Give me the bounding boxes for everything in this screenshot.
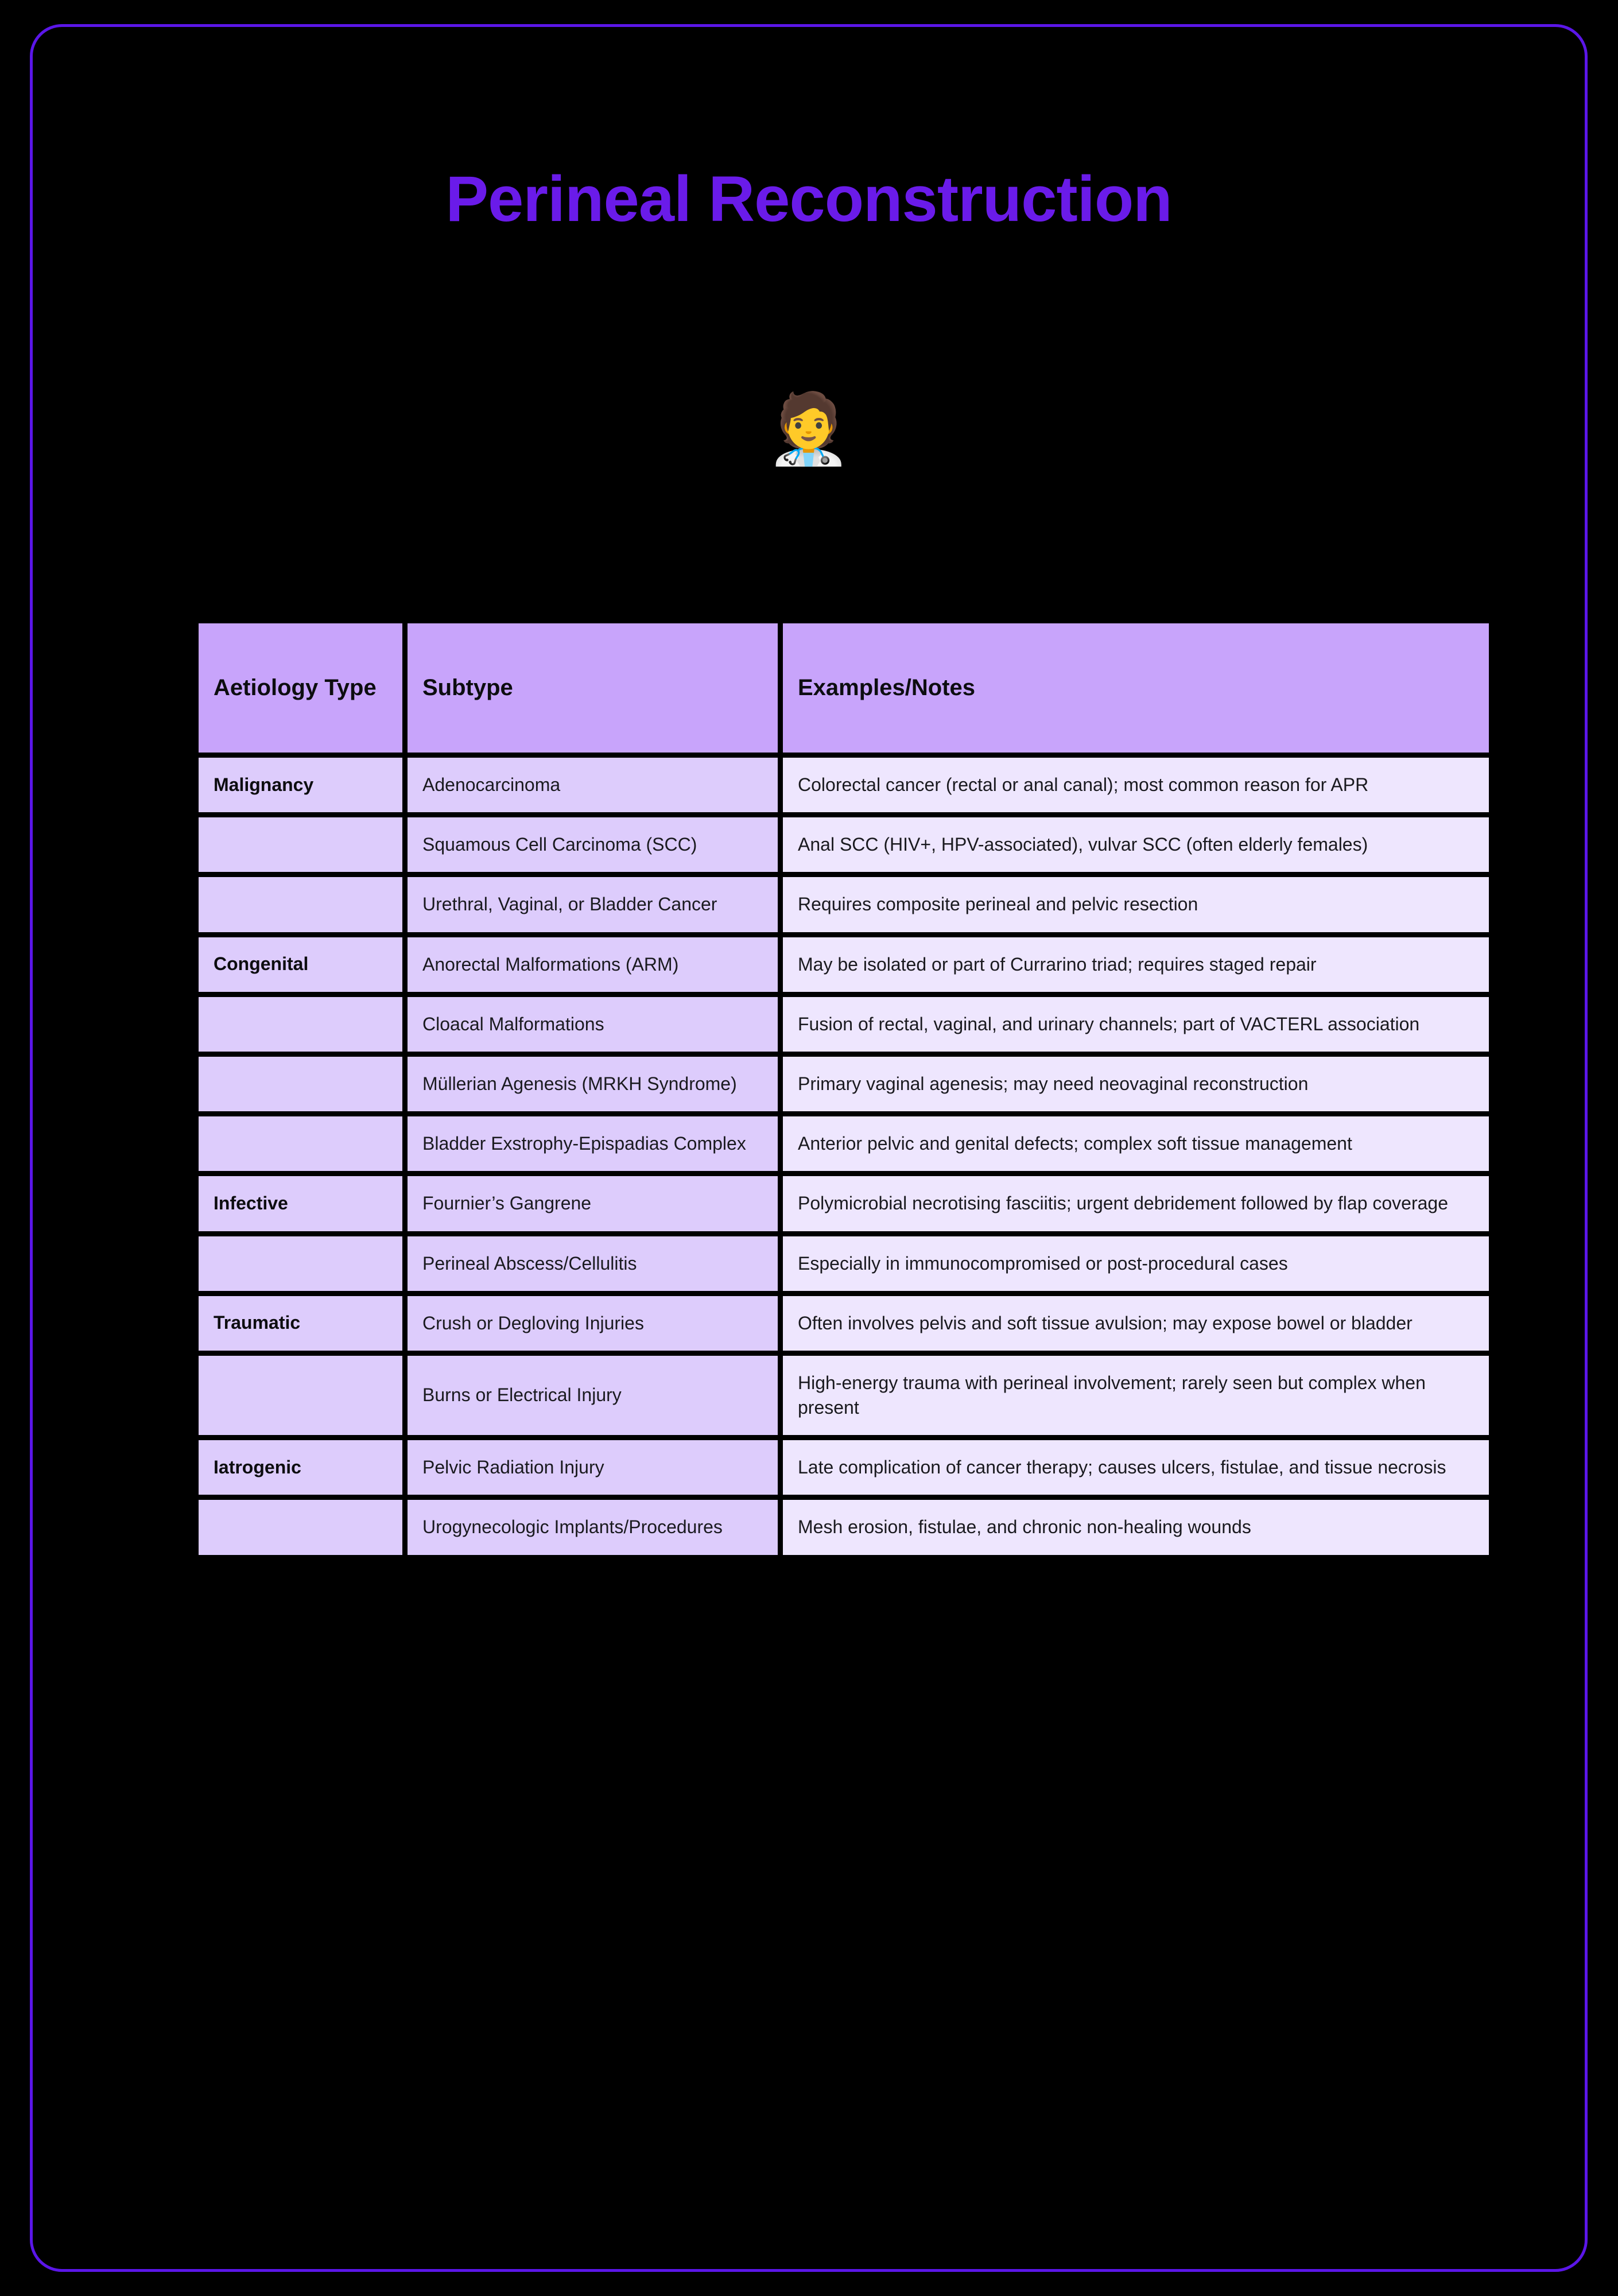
cell-aetiology: Congenital	[199, 937, 402, 992]
column-header-subtype: Subtype	[408, 623, 778, 753]
cell-subtype: Burns or Electrical Injury	[408, 1356, 778, 1435]
cell-subtype: Urogynecologic Implants/Procedures	[408, 1500, 778, 1554]
cell-subtype: Fournier’s Gangrene	[408, 1176, 778, 1231]
cell-notes: Anterior pelvic and genital defects; complex soft tissue management	[783, 1116, 1489, 1171]
cell-aetiology	[199, 997, 402, 1052]
cell-notes: Especially in immunocompromised or post-procedural cases	[783, 1236, 1489, 1291]
table-row	[199, 1356, 1489, 1435]
cell-subtype: Bladder Exstrophy-Epispadias Complex	[408, 1116, 778, 1171]
table-row	[199, 1176, 1489, 1231]
cell-aetiology	[199, 1356, 402, 1435]
cell-notes: Often involves pelvis and soft tissue avulsion; may expose bowel or bladder	[783, 1296, 1489, 1351]
aetiology-table	[193, 618, 1494, 1560]
cell-aetiology	[199, 1236, 402, 1291]
cell-aetiology	[199, 817, 402, 872]
table-row	[199, 1116, 1489, 1171]
cell-subtype: Müllerian Agenesis (MRKH Syndrome)	[408, 1057, 778, 1111]
cell-aetiology: Infective	[199, 1176, 402, 1231]
table-row	[199, 997, 1489, 1052]
cell-notes: Fusion of rectal, vaginal, and urinary channels; part of VACTERL association	[783, 997, 1489, 1052]
column-header-notes: Examples/Notes	[783, 623, 1489, 753]
table-row	[199, 1500, 1489, 1554]
cell-subtype: Adenocarcinoma	[408, 758, 778, 812]
cell-subtype: Crush or Degloving Injuries	[408, 1296, 778, 1351]
cell-notes: Polymicrobial necrotising fasciitis; urgent debridement followed by flap coverage	[783, 1176, 1489, 1231]
table-row	[199, 1057, 1489, 1111]
cell-subtype: Pelvic Radiation Injury	[408, 1440, 778, 1495]
table-row	[199, 877, 1489, 932]
cell-aetiology	[199, 877, 402, 932]
cell-notes: Requires composite perineal and pelvic resection	[783, 877, 1489, 932]
table-header-row	[199, 623, 1489, 753]
cell-notes: Mesh erosion, fistulae, and chronic non-healing wounds	[783, 1500, 1489, 1554]
cell-aetiology	[199, 1116, 402, 1171]
doctor-emoji-container	[33, 390, 1585, 467]
cell-aetiology: Traumatic	[199, 1296, 402, 1351]
table-row	[199, 937, 1489, 992]
doctor-face-emoji-icon: 🧑‍⚕️	[766, 390, 852, 467]
page-frame	[30, 24, 1588, 2272]
cell-aetiology: Iatrogenic	[199, 1440, 402, 1495]
cell-subtype: Perineal Abscess/Cellulitis	[408, 1236, 778, 1291]
column-header-aetiology: Aetiology Type	[199, 623, 402, 753]
cell-notes: Anal SCC (HIV+, HPV-associated), vulvar SCC (often elderly females)	[783, 817, 1489, 872]
cell-aetiology	[199, 1500, 402, 1554]
table-row	[199, 1296, 1489, 1351]
cell-aetiology: Malignancy	[199, 758, 402, 812]
table-row	[199, 1236, 1489, 1291]
aetiology-table-container	[193, 618, 1491, 1560]
cell-notes: High-energy trauma with perineal involvement; rarely seen but complex when present	[783, 1356, 1489, 1435]
cell-subtype: Squamous Cell Carcinoma (SCC)	[408, 817, 778, 872]
table-body	[199, 758, 1489, 1555]
cell-aetiology	[199, 1057, 402, 1111]
cell-subtype: Anorectal Malformations (ARM)	[408, 937, 778, 992]
page-title: Perineal Reconstruction	[445, 163, 1172, 235]
table-header	[199, 623, 1489, 753]
cell-notes: Primary vaginal agenesis; may need neovaginal reconstruction	[783, 1057, 1489, 1111]
table-row	[199, 758, 1489, 812]
table-row	[199, 1440, 1489, 1495]
cell-notes: Late complication of cancer therapy; causes ulcers, fistulae, and tissue necrosis	[783, 1440, 1489, 1495]
cell-subtype: Cloacal Malformations	[408, 997, 778, 1052]
cell-notes: Colorectal cancer (rectal or anal canal); most common reason for APR	[783, 758, 1489, 812]
cell-subtype: Urethral, Vaginal, or Bladder Cancer	[408, 877, 778, 932]
table-row	[199, 817, 1489, 872]
cell-notes: May be isolated or part of Currarino triad; requires staged repair	[783, 937, 1489, 992]
